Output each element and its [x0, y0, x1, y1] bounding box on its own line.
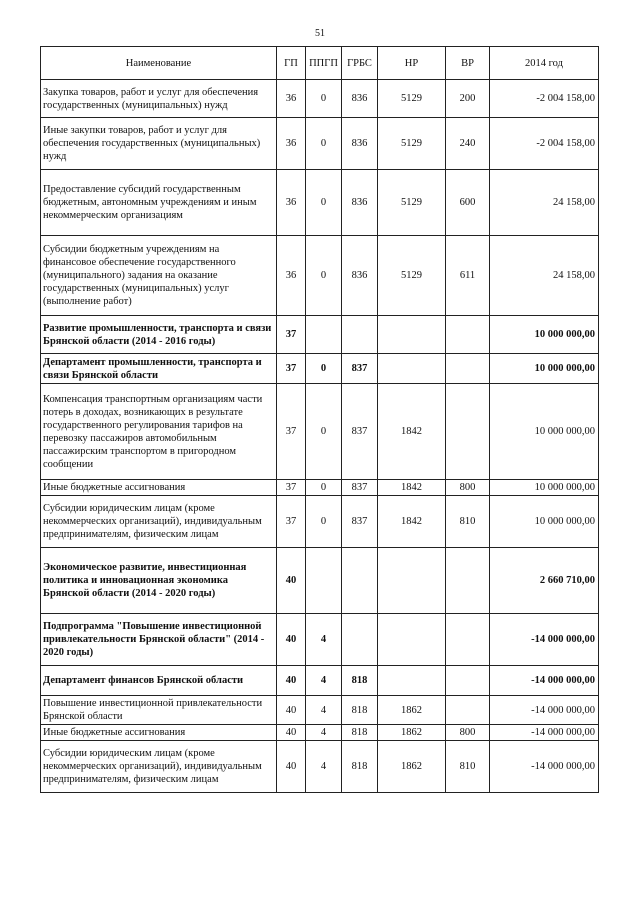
cell-ppgp: 0: [306, 354, 342, 384]
cell-vr: [446, 666, 490, 696]
header-np: НР: [378, 47, 446, 80]
cell-vr: [446, 548, 490, 614]
cell-grbs: 836: [342, 80, 378, 118]
cell-amount: 24 158,00: [490, 170, 599, 236]
cell-np: 5129: [378, 80, 446, 118]
table-row: [41, 741, 599, 793]
cell-np: 5129: [378, 118, 446, 170]
cell-grbs: [342, 614, 378, 666]
header-vr: ВР: [446, 47, 490, 80]
cell-vr: 810: [446, 741, 490, 793]
cell-vr: [446, 316, 490, 354]
table-header-row: [41, 47, 599, 80]
cell-gp: 37: [277, 384, 306, 480]
cell-grbs: 837: [342, 496, 378, 548]
cell-gp: 36: [277, 118, 306, 170]
cell-gp: 37: [277, 480, 306, 496]
cell-vr: [446, 614, 490, 666]
cell-np: 1862: [378, 725, 446, 741]
cell-vr: [446, 384, 490, 480]
cell-name: Предоставление субсидий государственным бюджетным, автономным учреждениям и иным некоммерческим организациям: [41, 170, 277, 236]
header-grbs: ГРБС: [342, 47, 378, 80]
cell-grbs: 837: [342, 354, 378, 384]
table-row: [41, 118, 599, 170]
cell-gp: 37: [277, 316, 306, 354]
cell-grbs: 818: [342, 696, 378, 725]
table-row: [41, 384, 599, 480]
cell-amount: -2 004 158,00: [490, 118, 599, 170]
cell-gp: 40: [277, 696, 306, 725]
cell-grbs: 818: [342, 666, 378, 696]
cell-grbs: 836: [342, 118, 378, 170]
cell-amount: -2 004 158,00: [490, 80, 599, 118]
cell-amount: -14 000 000,00: [490, 696, 599, 725]
cell-np: 1862: [378, 741, 446, 793]
cell-name: Развитие промышленности, транспорта и связи Брянской области (2014 - 2016 годы): [41, 316, 277, 354]
cell-name: Субсидии бюджетным учреждениям на финансовое обеспечение государственного (муниципального) задания на оказание государственных (муниципальных) услуг (выполнение работ): [41, 236, 277, 316]
cell-gp: 40: [277, 614, 306, 666]
cell-gp: 40: [277, 548, 306, 614]
cell-gp: 40: [277, 666, 306, 696]
cell-name: Иные бюджетные ассигнования: [41, 480, 277, 496]
cell-ppgp: [306, 548, 342, 614]
cell-np: [378, 316, 446, 354]
cell-amount: 10 000 000,00: [490, 480, 599, 496]
cell-gp: 36: [277, 80, 306, 118]
cell-ppgp: 0: [306, 170, 342, 236]
cell-np: 1842: [378, 480, 446, 496]
cell-vr: [446, 354, 490, 384]
table-row: [41, 614, 599, 666]
cell-np: 1842: [378, 384, 446, 480]
cell-grbs: [342, 548, 378, 614]
cell-grbs: 818: [342, 741, 378, 793]
table-row: [41, 666, 599, 696]
cell-name: Компенсация транспортным организациям части потерь в доходах, возникающих в результате государственного регулирования тарифов на перевозку пассажиров автомобильным пассажирским транспортом в пригородном сообщении: [41, 384, 277, 480]
page-number: 51: [315, 28, 325, 39]
cell-amount: -14 000 000,00: [490, 614, 599, 666]
cell-amount: 24 158,00: [490, 236, 599, 316]
header-name: Наименование: [41, 47, 277, 80]
cell-amount: -14 000 000,00: [490, 741, 599, 793]
cell-ppgp: [306, 316, 342, 354]
cell-gp: 40: [277, 725, 306, 741]
cell-gp: 40: [277, 741, 306, 793]
header-ppgp: ППГП: [306, 47, 342, 80]
cell-np: [378, 548, 446, 614]
cell-name: Иные бюджетные ассигнования: [41, 725, 277, 741]
header-year: 2014 год: [490, 47, 599, 80]
cell-vr: 600: [446, 170, 490, 236]
budget-table: [40, 46, 599, 793]
cell-name: Повышение инвестиционной привлекательности Брянской области: [41, 696, 277, 725]
cell-np: 1862: [378, 696, 446, 725]
cell-vr: 800: [446, 480, 490, 496]
cell-name: Субсидии юридическим лицам (кроме некоммерческих организаций), индивидуальным предпринимателям, физическим лицам: [41, 496, 277, 548]
cell-name: Закупка товаров, работ и услуг для обеспечения государственных (муниципальных) нужд: [41, 80, 277, 118]
cell-gp: 36: [277, 236, 306, 316]
cell-ppgp: 0: [306, 496, 342, 548]
cell-amount: 10 000 000,00: [490, 384, 599, 480]
cell-vr: 200: [446, 80, 490, 118]
cell-grbs: 837: [342, 384, 378, 480]
cell-np: 5129: [378, 236, 446, 316]
table-row: [41, 80, 599, 118]
cell-np: [378, 614, 446, 666]
table-row: [41, 480, 599, 496]
table-row: [41, 316, 599, 354]
table-row: [41, 354, 599, 384]
table-row: [41, 496, 599, 548]
cell-vr: 800: [446, 725, 490, 741]
table-body: [41, 80, 599, 793]
cell-vr: 810: [446, 496, 490, 548]
cell-gp: 36: [277, 170, 306, 236]
cell-ppgp: 4: [306, 666, 342, 696]
cell-ppgp: 0: [306, 480, 342, 496]
cell-name: Экономическое развитие, инвестиционная политика и инновационная экономика Брянской области (2014 - 2020 годы): [41, 548, 277, 614]
cell-name: Субсидии юридическим лицам (кроме некоммерческих организаций), индивидуальным предпринимателям, физическим лицам: [41, 741, 277, 793]
cell-gp: 37: [277, 496, 306, 548]
table-row: [41, 170, 599, 236]
cell-amount: 10 000 000,00: [490, 496, 599, 548]
cell-ppgp: 0: [306, 384, 342, 480]
cell-amount: 10 000 000,00: [490, 316, 599, 354]
cell-name: Иные закупки товаров, работ и услуг для обеспечения государственных (муниципальных) нужд: [41, 118, 277, 170]
cell-ppgp: 4: [306, 696, 342, 725]
cell-name: Департамент финансов Брянской области: [41, 666, 277, 696]
table-row: [41, 548, 599, 614]
cell-grbs: 818: [342, 725, 378, 741]
cell-name: Подпрограмма "Повышение инвестиционной привлекательности Брянской области" (2014 - 2020 годы): [41, 614, 277, 666]
cell-ppgp: 4: [306, 725, 342, 741]
cell-ppgp: 4: [306, 741, 342, 793]
cell-grbs: [342, 316, 378, 354]
cell-grbs: 836: [342, 170, 378, 236]
cell-ppgp: 0: [306, 236, 342, 316]
table-row: [41, 696, 599, 725]
cell-amount: -14 000 000,00: [490, 725, 599, 741]
cell-amount: 2 660 710,00: [490, 548, 599, 614]
cell-ppgp: 0: [306, 118, 342, 170]
cell-np: [378, 666, 446, 696]
cell-np: 1842: [378, 496, 446, 548]
cell-ppgp: 4: [306, 614, 342, 666]
cell-np: 5129: [378, 170, 446, 236]
cell-np: [378, 354, 446, 384]
cell-ppgp: 0: [306, 80, 342, 118]
cell-vr: [446, 696, 490, 725]
table-row: [41, 236, 599, 316]
cell-amount: 10 000 000,00: [490, 354, 599, 384]
cell-grbs: 837: [342, 480, 378, 496]
cell-name: Департамент промышленности, транспорта и связи Брянской области: [41, 354, 277, 384]
header-gp: ГП: [277, 47, 306, 80]
cell-amount: -14 000 000,00: [490, 666, 599, 696]
table-row: [41, 725, 599, 741]
cell-grbs: 836: [342, 236, 378, 316]
cell-vr: 611: [446, 236, 490, 316]
cell-gp: 37: [277, 354, 306, 384]
cell-vr: 240: [446, 118, 490, 170]
